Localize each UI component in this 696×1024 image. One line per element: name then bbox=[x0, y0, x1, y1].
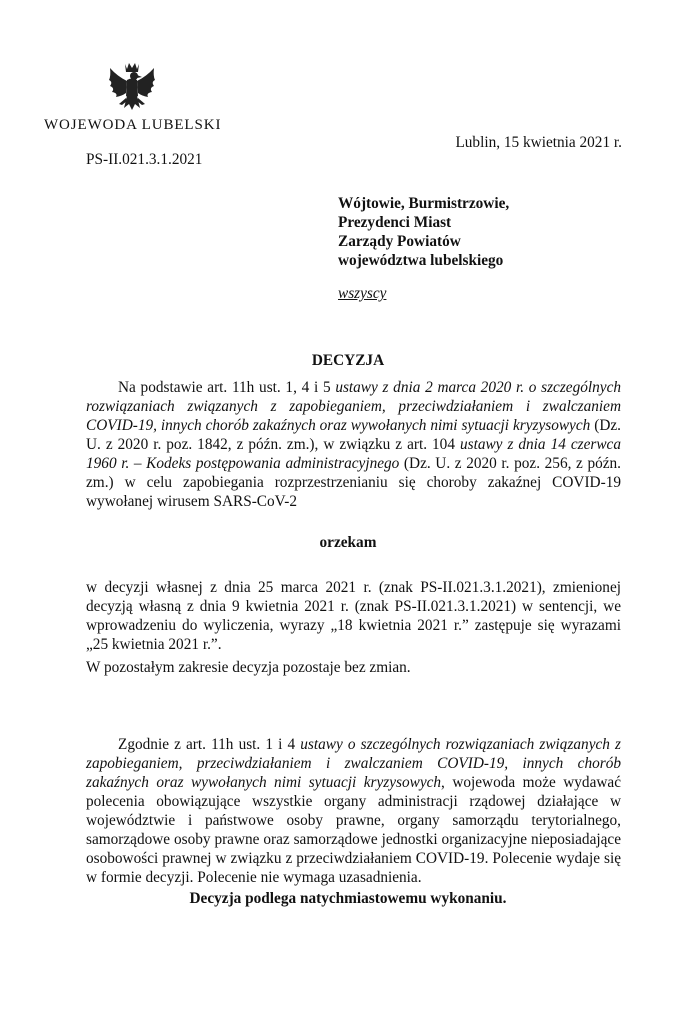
recipients-block bbox=[338, 194, 509, 270]
justification-paragraph bbox=[86, 735, 621, 887]
text-run: (Dz. U. z 2020 r. poz. 1842, z późn. zm.), w związku z art. 104 bbox=[86, 417, 621, 453]
place-and-date: Lublin, 15 kwietnia 2021 r. bbox=[455, 134, 622, 151]
final-statement: Decyzja podlega natychmiastowemu wykonaniu. bbox=[189, 890, 507, 907]
ruling-paragraph: w decyzji własnej z dnia 25 marca 2021 r. (znak PS-II.021.3.1.2021), zmienionej decyzją własną z dnia 9 kwietnia 2021 r. (znak PS-II.021.3.1.2021) w sentencji, we wprowadzeniu do wyliczenia, wyrazy „18 kwietnia 2021 r.” zastępuje się wyrazami „25 kwietnia 2021 r.”. bbox=[86, 579, 621, 653]
text-run: (Dz. U. z 2020 r. poz. 256, z późn. zm.) w celu zapobiegania rozprzestrzenianiu się choroby zakaźnej COVID-19 wywołanej wirusem SARS-CoV-2 bbox=[86, 455, 622, 510]
text-run: , wojewoda może wydawać polecenia obowiązujące wszystkie organy administracji rządowej działające w województwie i państwowe osoby prawne, organy samorządu terytorialnego, samorządowe osoby prawne oraz samorządowe jednostki organizacyjne nieposiadające osobowości prawnej w związku z przeciwdziałaniem COVID-19. Polecenie wydaje się w formie decyzji. Polecenie nie wymaga uzasadnienia. bbox=[86, 774, 621, 886]
recipients-note: wszyscy bbox=[338, 285, 387, 302]
act-title-italic: ustawy o szczególnych rozwiązaniach związanych z zapobieganiem, przeciwdziałaniem i zwalczaniem COVID-19, innych chorób zakaźnych oraz wywołanych nimi sytuacji kryzysowych bbox=[86, 736, 622, 791]
text-run: Zgodnie z art. 11h ust. 1 i 4 bbox=[118, 736, 301, 753]
recipient-line: województwa lubelskiego bbox=[338, 252, 504, 269]
issuing-authority: WOJEWODA LUBELSKI bbox=[44, 117, 222, 133]
recipient-line: Prezydenci Miast bbox=[338, 214, 452, 231]
reference-number: PS-II.021.3.1.2021 bbox=[86, 151, 203, 168]
remainder-paragraph: W pozostałym zakresie decyzja pozostaje bez zmian. bbox=[86, 659, 411, 676]
act-title-italic: ustawy z dnia 14 czerwca 1960 r. – Kodeks postępowania administracyjnego bbox=[86, 436, 621, 472]
act-title-italic: ustawy z dnia 2 marca 2020 r. o szczególnych rozwiązaniach związanych z zapobieganiem, przeciwdziałaniem i zwalczaniem COVID-19, innych chorób zakaźnych oraz wywołanych nimi sytuacji kryzysowych bbox=[86, 379, 622, 434]
legal-basis-paragraph bbox=[86, 378, 621, 511]
recipient-line: Wójtowie, Burmistrzowie, bbox=[338, 195, 510, 212]
polish-eagle-emblem-icon bbox=[107, 60, 157, 118]
document-title: DECYZJA bbox=[311, 352, 385, 369]
text-run: Na podstawie art. 11h ust. 1, 4 i 5 bbox=[118, 379, 336, 396]
recipient-line: Zarządy Powiatów bbox=[338, 233, 461, 250]
ruling-heading: orzekam bbox=[319, 534, 377, 551]
